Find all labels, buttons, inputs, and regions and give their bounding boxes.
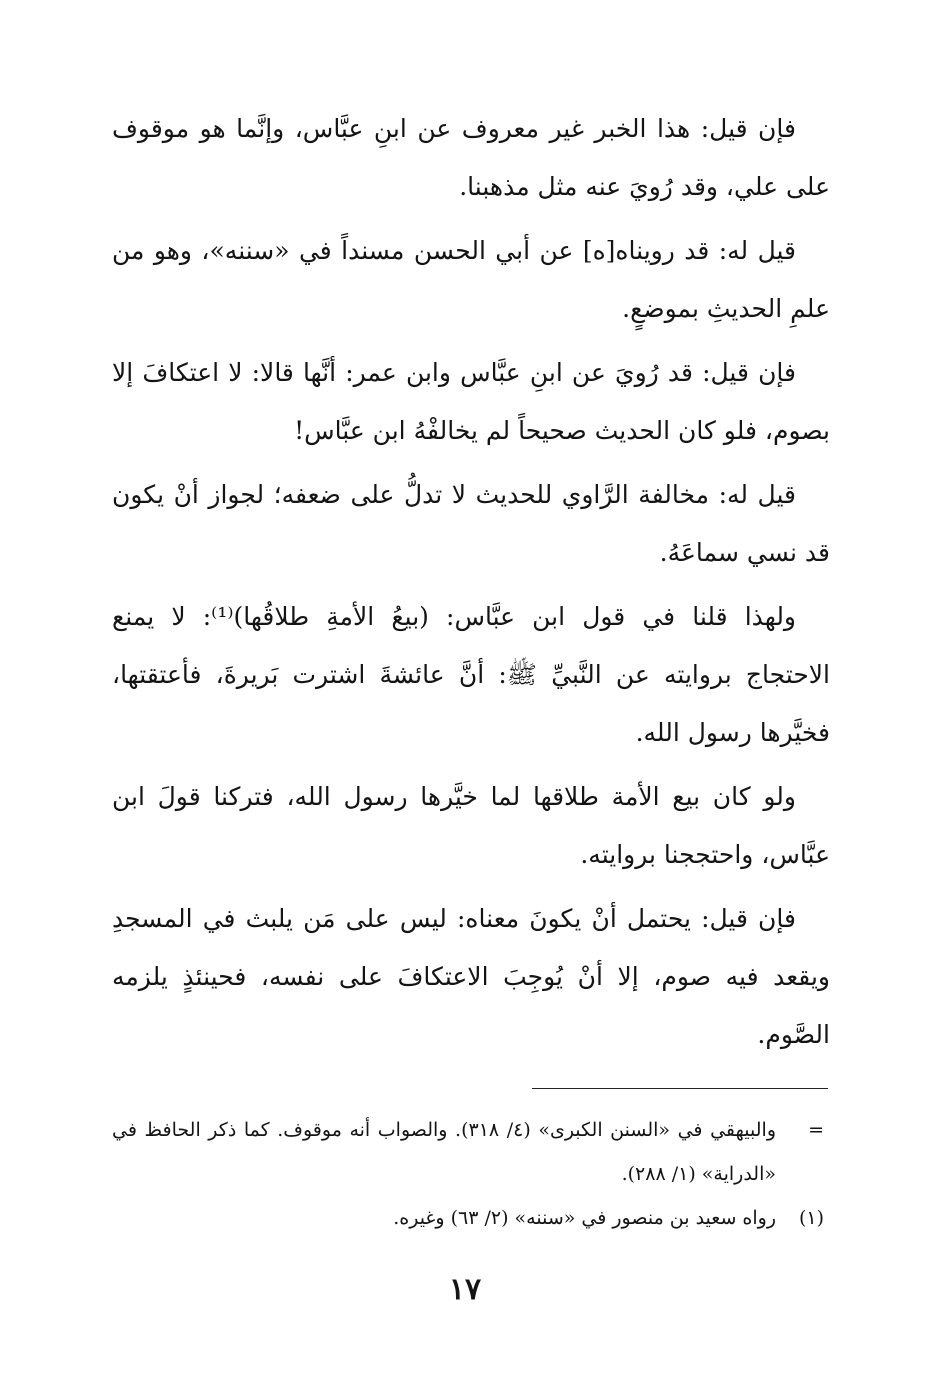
footnote-continued — [112, 1108, 824, 1196]
footnote-1 — [112, 1196, 824, 1240]
footnote-marker: (١) — [798, 1207, 824, 1229]
footnote-text: رواه سعيد بن منصور في «سننه» (٢/ ٦٣) وغيره. — [393, 1207, 776, 1229]
footnote-divider — [532, 1088, 828, 1089]
paragraph-2: قيل له: قد رويناه[ه] عن أبي الحسن مسنداً في «سننه»، وهو من علمِ الحديثِ بموضعٍ. — [112, 236, 830, 323]
footnote-text: والبيهقي في «السنن الكبرى» (٤/ ٣١٨). والصواب أنه موقوف. كما ذكر الحافظ في «الدراية» (١/ ٢٨٨). — [112, 1119, 776, 1185]
footnotes — [112, 1108, 824, 1240]
paragraph-4: قيل له: مخالفة الرَّاوي للحديث لا تدلُّ على ضعفه؛ لجواز أنْ يكون قد نسي سماعَهُ. — [112, 480, 830, 567]
paragraph-5: ولهذا قلنا في قول ابن عبَّاس: (بيعُ الأمةِ طلاقُها)⁽¹⁾: لا يمنع الاحتجاج بروايته عن النَّبيِّ ﷺ: أنَّ عائشةَ اشترت بَريرةَ، فأعتقتها، فخيَّرها رسول الله. — [112, 602, 831, 747]
main-text — [112, 100, 830, 1070]
paragraph-7: فإن قيل: يحتمل أنْ يكونَ معناه: ليس على مَن يلبث في المسجدِ ويقعد فيه صوم، إلا أنْ يُوجِبَ الاعتكافَ على نفسه، فحينئذٍ يلزمه الصَّوم. — [112, 904, 830, 1049]
paragraph-6: ولو كان بيع الأمة طلاقها لما خيَّرها رسول الله، فتركنا قولَ ابن عبَّاس، واحتججنا بروايته. — [112, 782, 830, 869]
paragraph-3: فإن قيل: قد رُويَ عن ابنِ عبَّاس وابن عمر: أنَّها قالا: لا اعتكافَ إلا بصوم، فلو كان الحديث صحيحاً لم يخالفْهُ ابن عبَّاس! — [112, 358, 830, 445]
footnote-marker: = — [808, 1119, 824, 1141]
page-number: ١٧ — [448, 1272, 482, 1307]
paragraph-1: فإن قيل: هذا الخبر غير معروف عن ابنِ عبَّاس، وإنَّما هو موقوف على علي، وقد رُويَ عنه مثل مذهبنا. — [112, 114, 830, 201]
